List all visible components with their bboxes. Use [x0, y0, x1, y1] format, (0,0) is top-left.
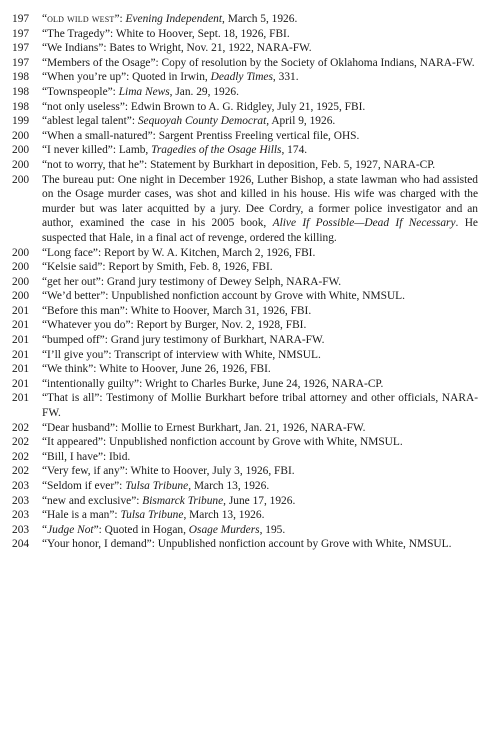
note-text-run: “The Tragedy”: White to Hoover, Sept. 18, 1926, FBI. — [42, 27, 290, 40]
note-text-run: “Whatever you do”: Report by Burger, Nov. 2, 1928, FBI. — [42, 319, 307, 332]
note-text — [42, 318, 478, 333]
note-text-run: “We’d better”: Unpublished nonfiction account by Grove with White, NMSUL. — [42, 290, 405, 303]
note-italic-title: Bismarck Tribune — [142, 494, 224, 507]
note-italic-title: Alive If Possible—Dead If Necessary — [272, 217, 456, 230]
note-page-number: 197 — [12, 56, 30, 69]
note-text-run: “Long face”: Report by W. A. Kitchen, March 2, 1926, FBI. — [42, 246, 316, 259]
note-page-number: 201 — [12, 392, 30, 405]
note-text-run: “Townspeople”: — [42, 85, 119, 98]
note-entry — [12, 377, 478, 392]
note-text-run: , March 5, 1926. — [222, 13, 298, 25]
note-text — [42, 143, 478, 158]
note-page-number: 201 — [12, 334, 30, 347]
note-text — [42, 377, 478, 392]
note-text — [42, 348, 478, 363]
note-entry — [12, 318, 478, 333]
note-text — [42, 246, 478, 261]
note-entry — [12, 27, 478, 42]
note-page-number: 202 — [12, 436, 30, 449]
note-text-run: “Bill, I have”: Ibid. — [42, 450, 131, 463]
note-text-run: , 195. — [259, 523, 286, 536]
note-page-number: 197 — [12, 42, 30, 55]
note-entry — [12, 158, 478, 173]
note-entry — [12, 537, 478, 552]
note-page-number: 200 — [12, 173, 30, 186]
note-text-run: “Kelsie said”: Report by Smith, Feb. 8, 1926, FBI. — [42, 261, 273, 274]
note-text — [42, 173, 478, 246]
note-entry — [12, 435, 478, 450]
note-italic-title: Evening Independent — [125, 13, 222, 25]
note-entry — [12, 56, 478, 71]
note-text — [42, 100, 478, 115]
note-page-number: 201 — [12, 348, 30, 361]
note-text-run: “It appeared”: Unpublished nonfiction account by Grove with White, NMSUL. — [42, 436, 403, 449]
note-entry — [12, 523, 478, 538]
note-text-run: “Dear husband”: Mollie to Ernest Burkhart, Jan. 21, 1926, NARA-FW. — [42, 421, 366, 434]
note-page-number: 197 — [12, 13, 30, 25]
note-page-number: 200 — [12, 261, 30, 274]
note-italic-title: Tragedies of the Osage Hills — [151, 144, 282, 157]
note-text — [42, 421, 478, 436]
note-text — [42, 537, 478, 552]
note-text — [42, 494, 478, 509]
note-entry — [12, 494, 478, 509]
note-text — [42, 435, 478, 450]
note-text — [42, 12, 478, 27]
note-page-number: 198 — [12, 100, 30, 113]
note-entry — [12, 100, 478, 115]
note-entry — [12, 70, 478, 85]
note-italic-title: Osage Murders — [188, 523, 260, 536]
note-page-number: 203 — [12, 523, 30, 536]
note-page-number: 198 — [12, 85, 30, 98]
note-page-number: 202 — [12, 450, 30, 463]
note-text-run: “ — [42, 13, 48, 25]
note-page-number: 202 — [12, 465, 30, 478]
note-text-run: “I never killed”: Lamb, — [42, 144, 152, 157]
note-entry — [12, 362, 478, 377]
note-text-run: The bureau put: One night in December 1926, Luther Bishop, a state lawman who had assisted on the Osage murder cases, was shot and killed in his house. His wife was charged with the murder but was later acquitted by a jury. Dee Cordry, a former police investigator and an author, examined the case in his 2005 book, — [42, 173, 478, 230]
note-page-number: 204 — [12, 538, 30, 551]
note-text-run: , April 9, 1926. — [266, 115, 336, 128]
note-page-number: 199 — [12, 115, 30, 128]
note-entry — [12, 246, 478, 261]
note-text — [42, 56, 478, 71]
note-page-number: 201 — [12, 319, 30, 332]
note-text — [42, 333, 478, 348]
note-text — [42, 508, 478, 523]
note-page-number: 200 — [12, 246, 30, 259]
note-text — [42, 27, 478, 42]
note-page-number: 201 — [12, 304, 30, 317]
note-text-run: , March 13, 1926. — [188, 480, 270, 492]
note-page-number: 203 — [12, 509, 30, 522]
note-page-number: 200 — [12, 275, 30, 288]
note-page-number: 197 — [12, 27, 30, 40]
note-text — [42, 391, 478, 420]
note-entry — [12, 464, 478, 479]
note-text-run: “not only useless”: Edwin Brown to A. G. Ridgley, July 21, 1925, FBI. — [42, 100, 366, 113]
note-entry — [12, 114, 478, 129]
note-text-run: ”: Quoted in Hogan, — [93, 523, 189, 536]
note-text-run: “We think”: White to Hoover, June 26, 1926, FBI. — [42, 363, 271, 376]
note-entry — [12, 450, 478, 465]
note-entry — [12, 391, 478, 420]
note-entry — [12, 12, 478, 27]
note-text — [42, 114, 478, 129]
note-entry — [12, 85, 478, 100]
note-italic-title: Lima News — [118, 85, 170, 98]
note-text — [42, 260, 478, 275]
note-text-run: “bumped off”: Grand jury testimony of Burkhart, NARA-FW. — [42, 334, 325, 347]
note-text-run: , March 13, 1926. — [183, 509, 265, 522]
note-text-run: “I’ll give you”: Transcript of interview with White, NMSUL. — [42, 348, 321, 361]
note-entry — [12, 260, 478, 275]
note-text-run: “Before this man”: White to Hoover, March 31, 1926, FBI. — [42, 304, 312, 317]
note-entry — [12, 41, 478, 56]
note-text-run: “new and exclusive”: — [42, 494, 143, 507]
note-text-run: , Jan. 29, 1926. — [169, 85, 239, 98]
note-text-run: “When you’re up”: Quoted in Irwin, — [42, 71, 211, 84]
note-entry — [12, 289, 478, 304]
note-page-number: 200 — [12, 144, 30, 157]
note-text — [42, 129, 478, 144]
note-text — [42, 464, 478, 479]
note-text-run: , 331. — [272, 71, 299, 84]
note-italic-title: Sequoyah County Democrat — [137, 115, 267, 128]
note-entry — [12, 173, 478, 246]
note-text — [42, 523, 478, 538]
note-page-number: 201 — [12, 363, 30, 376]
note-page-number: 200 — [12, 290, 30, 303]
note-entry — [12, 143, 478, 158]
note-text-run: “get her out”: Grand jury testimony of Dewey Selph, NARA-FW. — [42, 275, 342, 288]
note-italic-title: Judge Not — [47, 523, 94, 536]
note-page-number: 198 — [12, 71, 30, 84]
note-entry — [12, 333, 478, 348]
note-text-run: “Members of the Osage”: Copy of resolution by the Society of Oklahoma Indians, NARA-FW. — [42, 56, 475, 69]
note-text-run: “ — [42, 523, 48, 536]
note-text-run: “not to worry, that he”: Statement by Burkhart in deposition, Feb. 5, 1927, NARA-CP. — [42, 158, 436, 171]
notes-list — [12, 12, 478, 552]
note-text-run: , June 17, 1926. — [223, 494, 296, 507]
note-page-number: 200 — [12, 158, 30, 171]
note-page-number: 201 — [12, 377, 30, 390]
note-text-run: “That is all”: Testimony of Mollie Burkhart before tribal attorney and other officials, NARA-FW. — [42, 392, 478, 420]
note-entry — [12, 304, 478, 319]
note-entry — [12, 479, 478, 494]
note-italic-title: Tulsa Tribune — [120, 509, 184, 522]
note-text-run: , 174. — [281, 144, 308, 157]
note-text — [42, 41, 478, 56]
note-text — [42, 362, 478, 377]
note-text — [42, 85, 478, 100]
note-text-run: “ablest legal talent”: — [42, 115, 138, 128]
note-entry — [12, 421, 478, 436]
note-text — [42, 450, 478, 465]
note-text — [42, 275, 478, 290]
note-page-number: 202 — [12, 421, 30, 434]
note-text-run: ”: — [114, 13, 126, 25]
note-text-run: . He suspected that Hale, in a final act of revenge, ordered the killing. — [42, 217, 478, 244]
note-text — [42, 479, 478, 494]
note-text-run: “Your honor, I demand”: Unpublished nonfiction account by Grove with White, NMSUL. — [42, 538, 452, 551]
note-italic-title: Tulsa Tribune — [125, 480, 189, 492]
note-text — [42, 289, 478, 304]
note-text-run: “Very few, if any”: White to Hoover, July 3, 1926, FBI. — [42, 465, 295, 478]
note-entry — [12, 129, 478, 144]
note-small-caps: old wild west — [47, 13, 115, 25]
note-text-run: “intentionally guilty”: Wright to Charles Burke, June 24, 1926, NARA-CP. — [42, 377, 384, 390]
note-entry — [12, 348, 478, 363]
note-entry — [12, 275, 478, 290]
note-text-run: “Seldom if ever”: — [42, 480, 126, 492]
note-text-run: “We Indians”: Bates to Wright, Nov. 21, 1922, NARA-FW. — [42, 42, 312, 55]
note-text — [42, 70, 478, 85]
note-italic-title: Deadly Times — [210, 71, 273, 84]
note-text — [42, 304, 478, 319]
note-entry — [12, 508, 478, 523]
note-text — [42, 158, 478, 173]
note-page-number: 203 — [12, 494, 30, 507]
note-text-run: “Hale is a man”: — [42, 509, 121, 522]
note-text-run: “When a small-natured”: Sargent Prentiss Freeling vertical file, OHS. — [42, 129, 360, 142]
note-page-number: 203 — [12, 480, 30, 492]
note-page-number: 200 — [12, 129, 30, 142]
